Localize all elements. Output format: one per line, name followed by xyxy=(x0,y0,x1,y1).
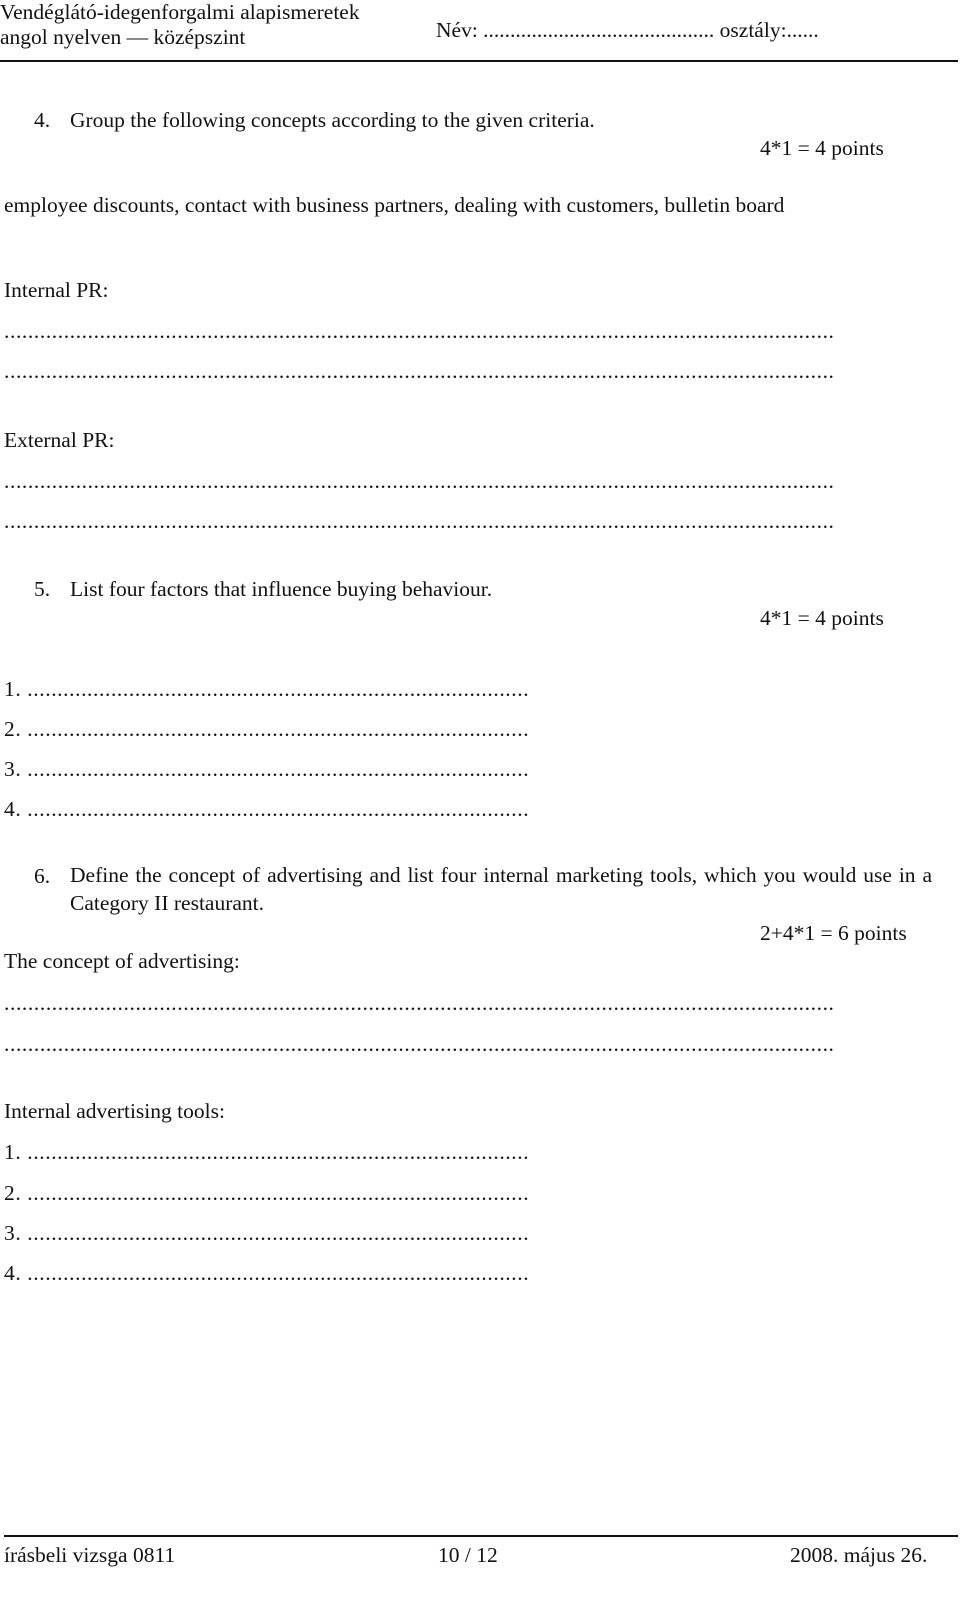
footer-date: 2008. május 26. xyxy=(790,1543,928,1567)
footer-exam-code: írásbeli vizsga 0811 xyxy=(4,1543,176,1567)
q5-answer-2[interactable]: 2. .................................................................................... xyxy=(4,717,530,741)
q4-internal-answer-line-2[interactable]: ........................................................................................................................................... xyxy=(4,359,835,383)
q5-answer-1[interactable]: 1. .................................................................................... xyxy=(4,677,530,701)
q5-number: 5. xyxy=(34,577,51,601)
header-name-field: Név: ........................................... osztály:...... xyxy=(436,18,819,42)
q6-tool-answer-3[interactable]: 3. .................................................................................... xyxy=(4,1221,530,1245)
q6-concept-label: The concept of advertising: xyxy=(4,949,240,973)
q6-points: 2+4*1 = 6 points xyxy=(760,921,907,945)
q5-points: 4*1 = 4 points xyxy=(760,606,884,630)
header-subject-line2: angol nyelven — középszint xyxy=(0,25,246,49)
header-subject-line1: Vendéglátó-idegenforgalmi alapismeretek xyxy=(0,0,360,24)
q6-text: Define the concept of advertising and list four internal marketing tools, which you would use in a Category II restaurant. xyxy=(70,863,932,915)
q6-concept-answer-line-2[interactable]: ........................................................................................................................................... xyxy=(4,1032,835,1056)
q4-internal-answer-line-1[interactable]: ........................................................................................................................................... xyxy=(4,319,835,343)
q6-concept-answer-line-1[interactable]: ........................................................................................................................................... xyxy=(4,991,835,1015)
q6-number: 6. xyxy=(34,864,51,888)
q4-concepts: employee discounts, contact with business partners, dealing with customers, bulletin board xyxy=(4,193,785,217)
q6-tool-answer-2[interactable]: 2. .................................................................................... xyxy=(4,1181,530,1205)
q6-tool-answer-1[interactable]: 1. .................................................................................... xyxy=(4,1140,530,1164)
q4-number: 4. xyxy=(34,108,51,132)
q6-tool-answer-4[interactable]: 4. .................................................................................... xyxy=(4,1261,530,1285)
q4-internal-label: Internal PR: xyxy=(4,278,109,302)
q4-external-label: External PR: xyxy=(4,428,115,452)
footer-divider xyxy=(4,1535,958,1537)
q4-external-answer-line-1[interactable]: ........................................................................................................................................... xyxy=(4,469,835,493)
q6-tools-label: Internal advertising tools: xyxy=(4,1099,225,1123)
q4-external-answer-line-2[interactable]: ........................................................................................................................................... xyxy=(4,509,835,533)
footer-page-number: 10 / 12 xyxy=(438,1543,498,1567)
q5-answer-4[interactable]: 4. .................................................................................... xyxy=(4,797,530,821)
q4-text: Group the following concepts according to the given criteria. xyxy=(70,108,595,132)
q4-points: 4*1 = 4 points xyxy=(760,136,884,160)
header-divider xyxy=(0,60,958,62)
q5-answer-3[interactable]: 3. .................................................................................... xyxy=(4,757,530,781)
q5-text: List four factors that influence buying behaviour. xyxy=(70,577,493,601)
